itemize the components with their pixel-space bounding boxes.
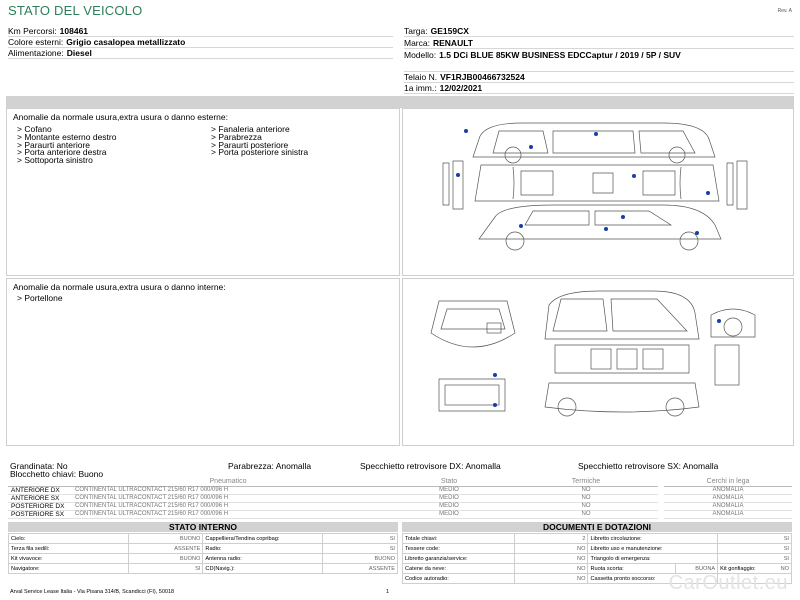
car-exterior-diagram	[403, 109, 793, 275]
revision-label: Rev. A	[777, 8, 792, 14]
table-row: ANTERIORE DX CONTINENTAL ULTRACONTACT 215/60 R17 000/096 H MEDIO NO	[8, 486, 658, 494]
targa-row: Targa: GE159CX	[404, 26, 794, 37]
car-interior-diagram	[403, 279, 793, 445]
damage-marker	[621, 215, 625, 219]
table-row: Terza fila sedili: ASSENTE Radio: SI	[9, 544, 398, 554]
external-diagram-panel	[402, 108, 794, 276]
table-row: ANOMALIA	[664, 486, 792, 494]
table-row: Codice autoradio: NO Cassetta pronto soccorso:	[403, 574, 792, 584]
page-title: STATO DEL VEICOLO	[8, 3, 143, 18]
table-row: ANOMALIA	[664, 502, 792, 510]
marca-row: Marca: RENAULT	[404, 38, 794, 49]
damage-marker	[456, 173, 460, 177]
table-row: POSTERIORE SX CONTINENTAL ULTRACONTACT 215/60 R17 000/096 H MEDIO NO	[8, 510, 658, 518]
colore-row: Colore esterni: Grigio casalopea metallizzato	[8, 37, 393, 48]
damage-marker	[706, 191, 710, 195]
damage-marker	[493, 403, 497, 407]
damage-marker	[604, 227, 608, 231]
external-damage-list-2	[211, 126, 308, 157]
footer-address: Arval Service Lease Italia - Via Pisana 314/B, Scandicci (FI), 50018	[10, 589, 175, 595]
damage-marker	[464, 129, 468, 133]
table-row: POSTERIORE DX CONTINENTAL ULTRACONTACT 215/60 R17 000/096 H MEDIO NO	[8, 502, 658, 510]
damage-marker	[632, 174, 636, 178]
damage-item: > Porta anteriore destra	[17, 147, 107, 158]
specchietto-sx-text: Specchietto retrovisore SX: Anomalla	[578, 461, 719, 471]
telaio-row: Telaio N. VF1RJB00466732524	[404, 72, 794, 83]
tyre-header: Pneumatico	[72, 478, 384, 486]
damage-item: > Sottoporta sinistro	[17, 155, 93, 166]
specchietto-dx-text: Specchietto retrovisore DX: Anomalla	[360, 461, 501, 471]
damage-marker	[695, 231, 699, 235]
damage-marker	[529, 145, 533, 149]
table-row: ANOMALIA	[664, 510, 792, 518]
damage-marker	[717, 319, 721, 323]
table-row: ANOMALIA	[664, 494, 792, 502]
damage-marker	[493, 373, 497, 377]
documenti-title: DOCUMENTI E DOTAZIONI	[402, 522, 792, 532]
internal-damage-heading: Anomalie da normale usura,extra usura o danno interne:	[13, 282, 226, 292]
internal-diagram-panel	[402, 278, 794, 446]
stato-interno-table	[8, 533, 398, 574]
damage-item: > Paraurti posteriore	[211, 139, 289, 150]
external-damage-panel	[6, 108, 400, 276]
thermal-header: Termiche	[514, 478, 658, 486]
interior-views	[431, 291, 755, 416]
damage-marker	[519, 224, 523, 228]
table-row: Totale chiavi: 2 Libretto circolazione: SI	[403, 534, 792, 544]
table-row: Libretto garanzia/service: NO Triangolo di emergenza: SI	[403, 554, 792, 564]
external-damage-heading: Anomalie da normale usura,extra usura o danno esterne:	[13, 112, 228, 122]
table-row: Cielo: BUONO Cappelliera/Tendina copribag: SI	[9, 534, 398, 544]
external-damage-list-1	[17, 126, 116, 165]
alimentazione-row: Alimentazione: Diesel	[8, 48, 393, 59]
damage-item: > Parabrezza	[211, 131, 262, 142]
table-row: Navigatore: SI CD(Navig.): ASSENTE	[9, 564, 398, 574]
internal-damage-list	[17, 294, 63, 303]
table-row: Tessere code: NO Libretto uso e manutenzione: SI	[403, 544, 792, 554]
damage-item: > Montante esterno destro	[17, 131, 117, 142]
immatricolazione-row: 1a imm.: 12/02/2021	[404, 83, 794, 94]
stato-interno-title: STATO INTERNO	[8, 522, 398, 532]
damage-markers	[456, 129, 710, 235]
car-top-view	[443, 123, 747, 250]
rims-header: Cerchi in lega	[664, 478, 792, 486]
table-row: ANTERIORE SX CONTINENTAL ULTRACONTACT 215/60 R17 000/096 H MEDIO NO	[8, 494, 658, 502]
parabrezza-text: Parabrezza: Anomalla	[228, 461, 312, 471]
damage-markers	[493, 319, 721, 407]
damage-item: > Portellone	[17, 293, 63, 303]
tyres-table	[8, 478, 658, 519]
blocchetto-text: Blocchetto chiavi: Buono	[10, 469, 104, 479]
internal-damage-panel	[6, 278, 400, 446]
table-row: Catene da neve: NO Ruota scorta: BUONA Kit gonfiaggio: NO	[403, 564, 792, 574]
watermark-logo: CarOutlet.eu	[668, 572, 788, 594]
section-band	[6, 96, 794, 108]
table-row: Kit vivavoce: BUONO Antenna radio: BUONO	[9, 554, 398, 564]
km-row: Km Percorsi: 108461	[8, 26, 393, 37]
grandinata-text: Grandinata: No	[10, 461, 68, 471]
rims-table	[664, 478, 792, 519]
page-number: 1	[386, 589, 390, 595]
damage-item: > Fanaleria anteriore	[211, 124, 290, 134]
damage-item: > Paraurti anteriore	[17, 139, 90, 150]
state-header: Stato	[384, 478, 514, 486]
damage-item: > Cofano	[17, 124, 52, 134]
damage-item: > Porta posteriore sinistra	[211, 147, 309, 158]
damage-marker	[594, 132, 598, 136]
modello-row: Modello: 1.5 DCi BLUE 85KW BUSINESS EDCCaptur / 2019 / 5P / SUV	[404, 50, 794, 72]
